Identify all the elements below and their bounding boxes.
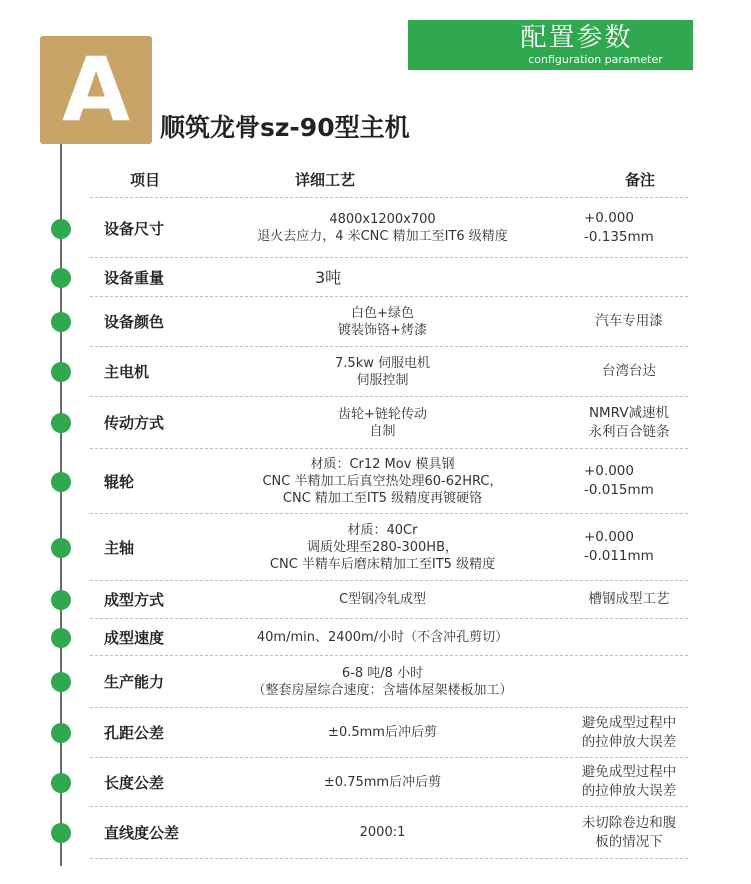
note-line: 避免成型过程中 xyxy=(581,764,677,780)
timeline-dot-icon xyxy=(51,672,71,692)
row-note xyxy=(568,619,690,655)
row-detail xyxy=(200,514,565,580)
note-line: 台湾台达 xyxy=(602,363,656,379)
row-note xyxy=(568,514,690,580)
note-line: 未切除卷边和腹 xyxy=(581,814,677,831)
row-label: 设备尺寸 xyxy=(104,219,165,238)
table-row xyxy=(90,581,688,619)
row-note xyxy=(568,199,690,257)
row-note xyxy=(568,347,690,396)
detail-line: CNC 半精加工后真空热处理60-62HRC， xyxy=(262,473,503,489)
row-detail xyxy=(200,758,565,806)
timeline-dot-icon xyxy=(51,312,71,332)
detail-line: 自制 xyxy=(369,423,396,439)
row-note xyxy=(568,656,690,707)
row-label: 设备颜色 xyxy=(104,313,165,331)
table-row xyxy=(90,708,688,758)
timeline-line xyxy=(60,144,62,866)
timeline-dot-icon xyxy=(51,723,71,743)
detail-line: 白色+绿色 xyxy=(351,305,414,321)
note-line: -0.015mm xyxy=(584,482,654,498)
note-line: -0.135mm xyxy=(584,229,654,245)
table-row xyxy=(90,347,688,397)
note-line: NMRV减速机 xyxy=(588,404,670,421)
row-detail xyxy=(200,807,565,858)
row-note xyxy=(568,758,690,806)
row-note xyxy=(568,397,690,448)
row-label: 主轴 xyxy=(104,538,135,557)
table-row xyxy=(90,449,688,514)
timeline-dot-icon xyxy=(51,362,71,382)
detail-line: 3吨 xyxy=(315,267,342,287)
detail-line: 材质：Cr12 Mov 模具钢 xyxy=(310,456,455,472)
table-row xyxy=(90,514,688,581)
table-row xyxy=(90,619,688,656)
header-detail: 详细工艺 xyxy=(294,171,355,189)
note-line: 汽车专用漆 xyxy=(595,313,663,329)
timeline-dot-icon xyxy=(51,823,71,843)
detail-line: 2000:1 xyxy=(359,825,406,840)
table-row xyxy=(90,199,688,258)
note-line: 板的情况下 xyxy=(595,833,663,850)
timeline-dot-icon xyxy=(51,219,71,239)
row-label: 长度公差 xyxy=(104,773,165,792)
row-label: 孔距公差 xyxy=(104,724,165,742)
row-note xyxy=(568,807,690,858)
section-letter-badge: A xyxy=(40,36,152,144)
timeline-dot-icon xyxy=(51,590,71,610)
row-label: 生产能力 xyxy=(104,673,165,691)
row-detail xyxy=(200,619,565,655)
note-line: +0.000 xyxy=(584,529,634,545)
detail-line: 材质：40Cr xyxy=(347,522,418,538)
table-row xyxy=(90,258,688,297)
detail-line: CNC 半精车后磨床精加工至IT5 级精度 xyxy=(269,556,496,572)
table-row xyxy=(90,297,688,347)
row-label: 主电机 xyxy=(104,363,150,381)
section-banner xyxy=(408,20,693,70)
table-row xyxy=(90,656,688,708)
table-row xyxy=(90,397,688,449)
row-note xyxy=(568,708,690,757)
detail-line: 伺服控制 xyxy=(356,372,409,388)
row-detail xyxy=(200,347,565,396)
row-label: 传动方式 xyxy=(104,414,165,432)
note-line: 槽钢成型工艺 xyxy=(588,591,670,607)
row-note xyxy=(568,581,690,618)
table-row xyxy=(90,807,688,859)
header-item: 项目 xyxy=(130,171,161,189)
timeline-dot-icon xyxy=(51,628,71,648)
note-line: -0.011mm xyxy=(584,548,654,564)
row-label: 直线度公差 xyxy=(104,824,180,842)
row-note xyxy=(568,258,690,296)
detail-line: 退火去应力，4 米CNC 精加工至IT6 级精度 xyxy=(257,229,508,244)
row-detail xyxy=(200,581,565,618)
product-title: 顺筑龙骨sz-90型主机 xyxy=(160,113,410,142)
banner-title: 配置参数 xyxy=(520,23,633,53)
note-line: 永利百合链条 xyxy=(588,423,670,440)
detail-line: 4800x1200x700 xyxy=(329,212,436,227)
header-note: 备注 xyxy=(624,171,655,189)
banner-subtitle: configuration parameter xyxy=(528,53,663,66)
row-detail xyxy=(200,449,565,513)
note-line: 的拉伸放大误差 xyxy=(581,783,677,799)
note-line: 避免成型过程中 xyxy=(581,714,677,731)
detail-line: ±0.75mm后冲后剪 xyxy=(323,774,442,790)
note-line: +0.000 xyxy=(584,463,634,479)
row-detail xyxy=(200,708,565,757)
detail-line: C型钢冷轧成型 xyxy=(338,592,427,607)
timeline-dot-icon xyxy=(51,268,71,288)
table-header xyxy=(90,166,688,198)
detail-line: 7.5kw 伺服电机 xyxy=(335,355,430,371)
detail-line: ±0.5mm后冲后剪 xyxy=(328,725,437,740)
row-detail xyxy=(200,297,565,346)
timeline-dot-icon xyxy=(51,472,71,492)
row-label: 设备重量 xyxy=(104,268,165,287)
row-label: 成型方式 xyxy=(104,591,165,609)
row-detail xyxy=(200,258,565,296)
detail-line: 齿轮+链轮传动 xyxy=(338,406,427,422)
table-row xyxy=(90,758,688,807)
timeline-dot-icon xyxy=(51,773,71,793)
detail-line: 40m/min、2400m/小时（不含冲孔剪切） xyxy=(256,629,509,645)
row-detail xyxy=(200,199,565,257)
detail-line: CNC 精加工至IT5 级精度再镀硬铬 xyxy=(282,490,483,506)
note-line: +0.000 xyxy=(584,210,634,226)
row-detail xyxy=(200,397,565,448)
detail-line: （整套房屋综合速度：含墙体屋架楼板加工） xyxy=(252,682,513,698)
row-note xyxy=(568,449,690,513)
row-label: 成型速度 xyxy=(104,628,165,647)
detail-line: 镀装饰铬+烤漆 xyxy=(338,322,427,338)
timeline-dot-icon xyxy=(51,538,71,558)
row-label: 辊轮 xyxy=(104,472,135,491)
detail-line: 6-8 吨/8 小时 xyxy=(341,665,424,681)
row-detail xyxy=(200,656,565,707)
note-line: 的拉伸放大误差 xyxy=(581,733,677,750)
detail-line: 调质处理至280-300HB， xyxy=(306,539,458,555)
row-note xyxy=(568,297,690,346)
timeline-dot-icon xyxy=(51,413,71,433)
